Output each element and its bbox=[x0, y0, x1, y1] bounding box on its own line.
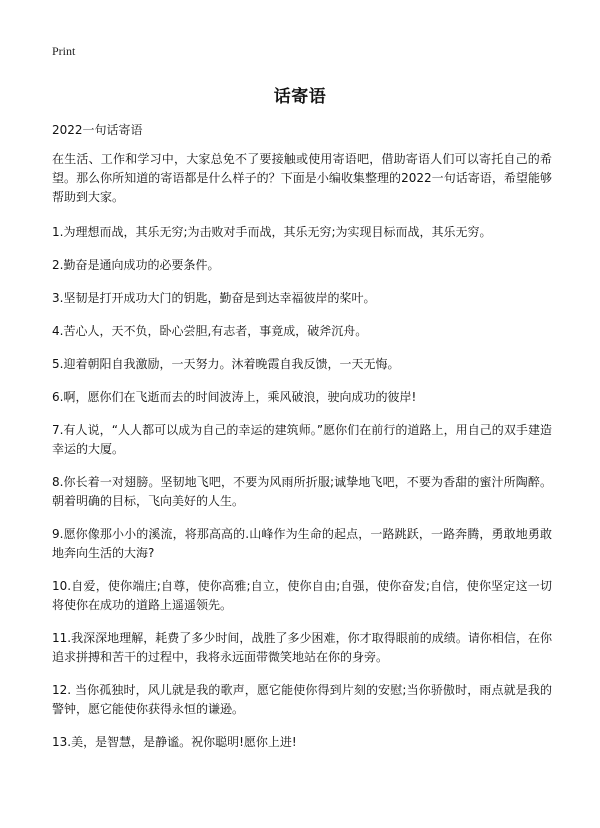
list-item: 13.美，是智慧，是静谧。祝你聪明!愿你上进! bbox=[52, 735, 297, 749]
list-item: 12. 当你孤独时，风儿就是我的歌声，愿它能使你得到片刻的安慰;当你骄傲时，雨点就是我的警钟，愿它能使你获得永恒的谦逊。 bbox=[52, 683, 552, 716]
list-item: 11.我深深地理解，耗费了多少时间，战胜了多少困难，你才取得眼前的成绩。请你相信，在你追求拼搏和苦干的过程中，我将永远面带微笑地站在你的身旁。 bbox=[52, 631, 552, 664]
list-item: 4.苦心人，天不负，卧心尝胆,有志者，事竟成，破斧沉舟。 bbox=[52, 324, 368, 338]
list-item: 6.啊，愿你们在飞逝而去的时间波涛上，乘风破浪，驶向成功的彼岸! bbox=[52, 390, 417, 404]
list-item: 2.勤奋是通向成功的必要条件。 bbox=[52, 258, 220, 272]
document-subtitle: 2022一句话寄语 bbox=[52, 123, 143, 137]
document-body bbox=[52, 150, 552, 766]
list-item: 3.坚韧是打开成功大门的钥匙，勤奋是到达幸福彼岸的桨叶。 bbox=[52, 291, 376, 305]
print-label: Print bbox=[52, 44, 76, 58]
intro-paragraph: 在生活、工作和学习中，大家总免不了要接触或使用寄语吧，借助寄语人们可以寄托自己的希望。那么你所知道的寄语都是什么样子的？下面是小编收集整理的2022一句话寄语，希望能够帮助到大家。 bbox=[52, 152, 552, 204]
document-title: 话寄语 bbox=[273, 87, 327, 107]
list-item: 7.有人说，“人人都可以成为自己的幸运的建筑师。”愿你们在前行的道路上，用自己的双手建造幸运的大厦。 bbox=[52, 423, 552, 456]
list-item: 1.为理想而战，其乐无穷;为击败对手而战，其乐无穷;为实现目标而战，其乐无穷。 bbox=[52, 225, 492, 239]
list-item: 8.你长着一对翅膀。坚韧地飞吧，不要为风雨所折服;诚挚地飞吧，不要为香甜的蜜汁所陶醉。朝着明确的目标，飞向美好的人生。 bbox=[52, 475, 552, 508]
list-item: 10.自爱，使你端庄;自尊，使你高雅;自立，使你自由;自强，使你奋发;自信，使你坚定这一切将使你在成功的道路上遥遥领先。 bbox=[52, 579, 552, 612]
list-item: 9.愿你像那小小的溪流，将那高高的.山峰作为生命的起点，一路跳跃，一路奔腾，勇敢地勇敢地奔向生活的大海? bbox=[52, 527, 552, 560]
list-item: 5.迎着朝阳自我激励，一天努力。沐着晚霞自我反馈，一天无悔。 bbox=[52, 357, 400, 371]
